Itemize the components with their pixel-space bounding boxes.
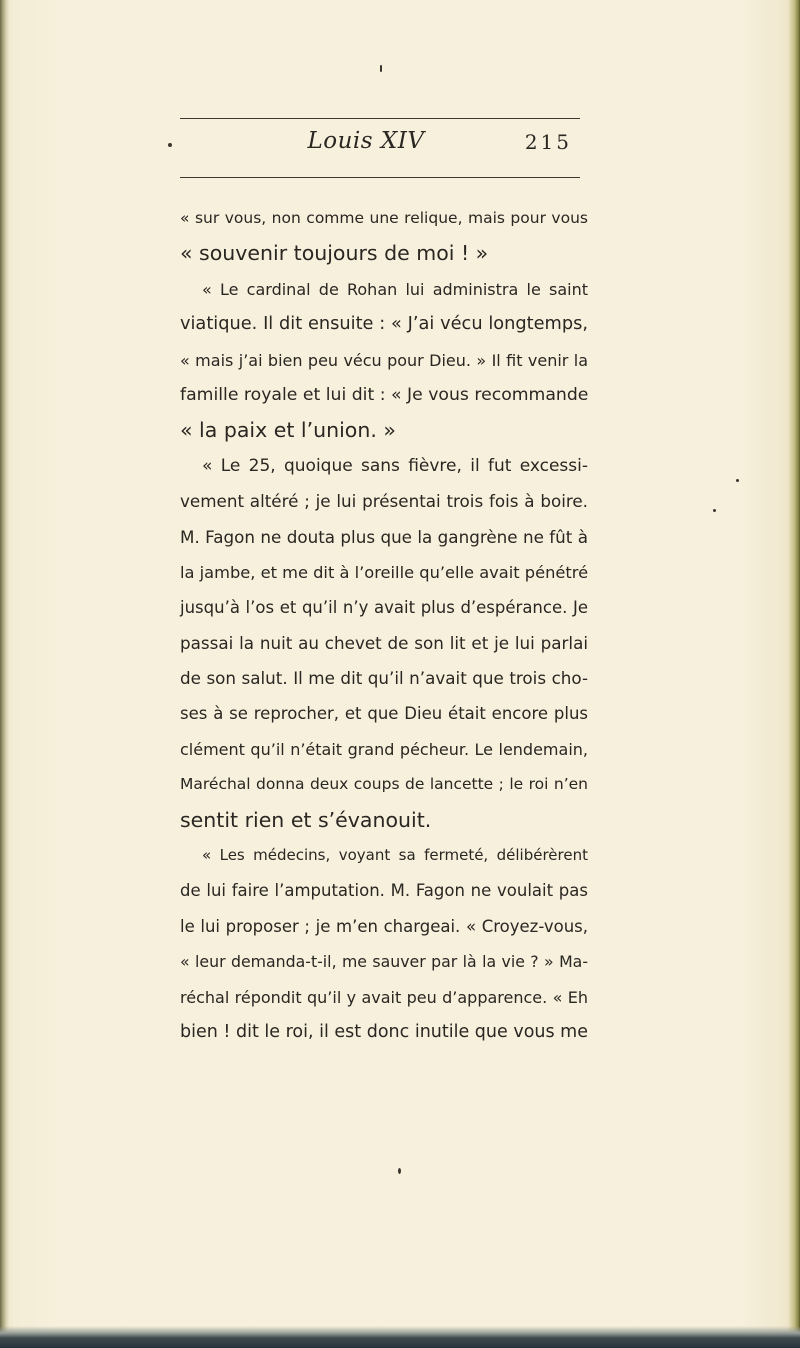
text-line: ses à se reprocher, et que Dieu était encore plus — [180, 704, 588, 724]
text-line: « Le cardinal de Rohan lui administra le saint — [202, 279, 588, 299]
text-line: Maréchal donna deux coups de lancette ; le roi n’en — [180, 775, 588, 794]
ink-speck — [713, 509, 716, 512]
text-line: réchal répondit qu’il y avait peu d’apparence. « Eh — [180, 987, 588, 1007]
text-line: sentit rien et s’évanouit. — [180, 807, 432, 832]
ink-speck — [380, 65, 382, 72]
text-line: clément qu’il n’était grand pécheur. Le lendemain, — [180, 739, 588, 759]
text-line: famille royale et lui dit : « Je vous recommande — [180, 384, 589, 405]
ink-speck — [398, 1168, 401, 1174]
text-line: « mais j’ai bien peu vécu pour Dieu. » Il fit venir la — [180, 350, 588, 370]
page-right-edge — [788, 0, 800, 1348]
running-head — [180, 128, 580, 162]
header-rule-bottom — [180, 177, 580, 178]
text-line: de lui faire l’amputation. M. Fagon ne voulait pas — [180, 881, 588, 901]
text-line: « Le 25, quoique sans fièvre, il fut excessi- — [202, 455, 588, 476]
text-line: la jambe, et me dit à l’oreille qu’elle avait pénétré — [180, 562, 589, 582]
ink-speck — [736, 479, 739, 482]
page-bottom-edge — [0, 1326, 800, 1348]
text-line: passai la nuit au chevet de son lit et je lui parlai — [180, 632, 588, 653]
header-rule-top — [180, 118, 580, 119]
ink-speck — [168, 143, 172, 147]
text-line: « la paix et l’union. » — [180, 418, 396, 443]
text-line: le lui proposer ; je m’en chargeai. « Croyez-vous, — [180, 916, 588, 936]
body-text — [180, 201, 588, 1050]
running-title: Louis XIV — [307, 128, 425, 154]
text-line: « souvenir toujours de moi ! » — [180, 241, 489, 266]
page-number: 215 — [524, 130, 572, 154]
text-line: « sur vous, non comme une relique, mais pour vous — [180, 209, 588, 227]
page-left-edge — [0, 0, 9, 1348]
text-line: bien ! dit le roi, il est donc inutile que vous me — [180, 1021, 588, 1042]
text-line: vement altéré ; je lui présentai trois fois à boire. — [180, 491, 588, 512]
text-line: M. Fagon ne douta plus que la gangrène ne fût à — [180, 526, 588, 547]
text-line: « leur demanda-t-il, me sauver par là la vie ? » Ma- — [180, 952, 588, 972]
text-line: jusqu’à l’os et qu’il n’y avait plus d’espérance. Je — [180, 598, 588, 618]
text-line: de son salut. Il me dit qu’il n’avait que trois cho- — [180, 668, 588, 689]
text-line: viatique. Il dit ensuite : « J’ai vécu longtemps, — [180, 314, 588, 335]
text-line: « Les médecins, voyant sa fermeté, délibérèrent — [202, 846, 588, 865]
